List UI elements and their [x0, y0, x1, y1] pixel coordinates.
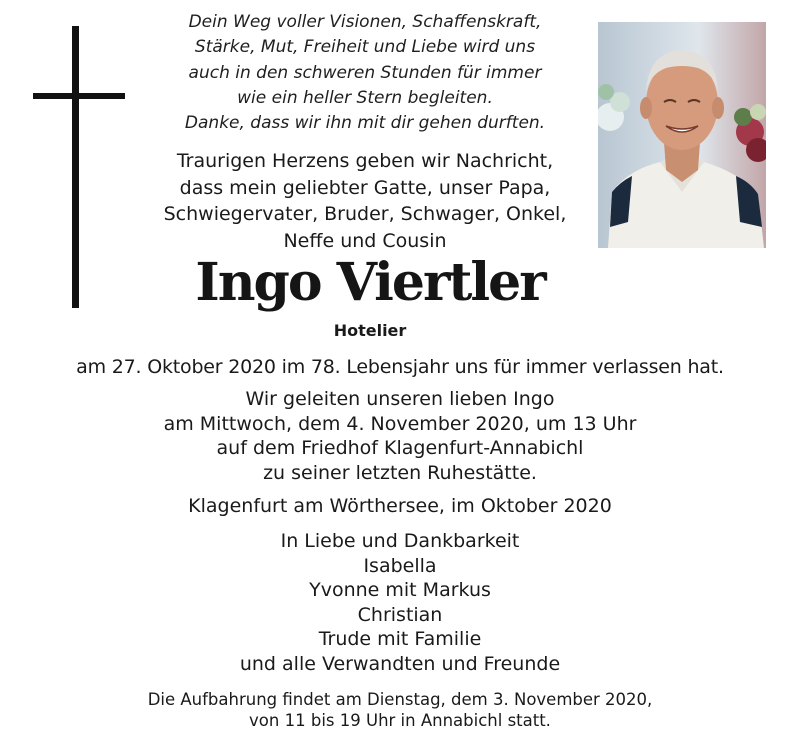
portrait-illustration [598, 22, 766, 248]
funeral-line: am Mittwoch, dem 4. November 2020, um 13 Uhr [163, 412, 637, 435]
mourner-line: Trude mit Familie [318, 628, 482, 650]
mourner-line: und alle Verwandten und Freunde [239, 652, 561, 675]
intro-line: dass mein geliebter Gatte, unser Papa, [179, 176, 551, 199]
intro-line: Neffe und Cousin [283, 229, 447, 252]
place-date: Klagenfurt am Wörthersee, im Oktober 2020 [188, 495, 612, 517]
memorial-poem [150, 10, 580, 136]
funeral-line: Wir geleiten unseren lieben Ingo [245, 388, 555, 410]
death-date-line: am 27. Oktober 2020 im 78. Lebensjahr uns für immer verlassen hat. [76, 356, 724, 378]
portrait-photo [598, 22, 766, 248]
viewing-line: Die Aufbahrung findet am Dienstag, dem 3. November 2020, [147, 690, 653, 709]
announcement-intro [140, 148, 590, 254]
poem-line: Dein Weg voller Visionen, Schaffenskraft, [188, 12, 542, 32]
intro-line: Traurigen Herzens geben wir Nachricht, [176, 150, 554, 172]
viewing-line: von 11 bis 19 Uhr in Annabichl statt. [249, 711, 551, 730]
deceased-name: Ingo Viertler [195, 252, 545, 313]
poem-line: Stärke, Mut, Freiheit und Liebe wird uns [194, 37, 536, 58]
cross-icon-bar [33, 93, 125, 99]
mourner-line: Christian [357, 603, 443, 626]
viewing-info [0, 689, 800, 731]
deceased-profession: Hotelier [333, 321, 407, 340]
funeral-line: auf dem Friedhof Klagenfurt-Annabichl [216, 437, 584, 459]
mourner-line: Yvonne mit Markus [309, 579, 491, 601]
cross-icon [72, 26, 79, 308]
mourner-line: In Liebe und Dankbarkeit [280, 530, 520, 552]
poem-line: wie ein heller Stern begleiten. [237, 87, 493, 108]
funeral-details [0, 387, 800, 485]
mourner-line: Isabella [363, 554, 437, 577]
intro-line: Schwiegervater, Bruder, Schwager, Onkel, [163, 203, 567, 225]
funeral-line: zu seiner letzten Ruhestätte. [263, 461, 537, 484]
mourners-list [0, 529, 800, 676]
poem-line: Danke, dass wir ihn mit dir gehen durften. [184, 113, 546, 134]
poem-line: auch in den schweren Stunden für immer [188, 62, 542, 83]
